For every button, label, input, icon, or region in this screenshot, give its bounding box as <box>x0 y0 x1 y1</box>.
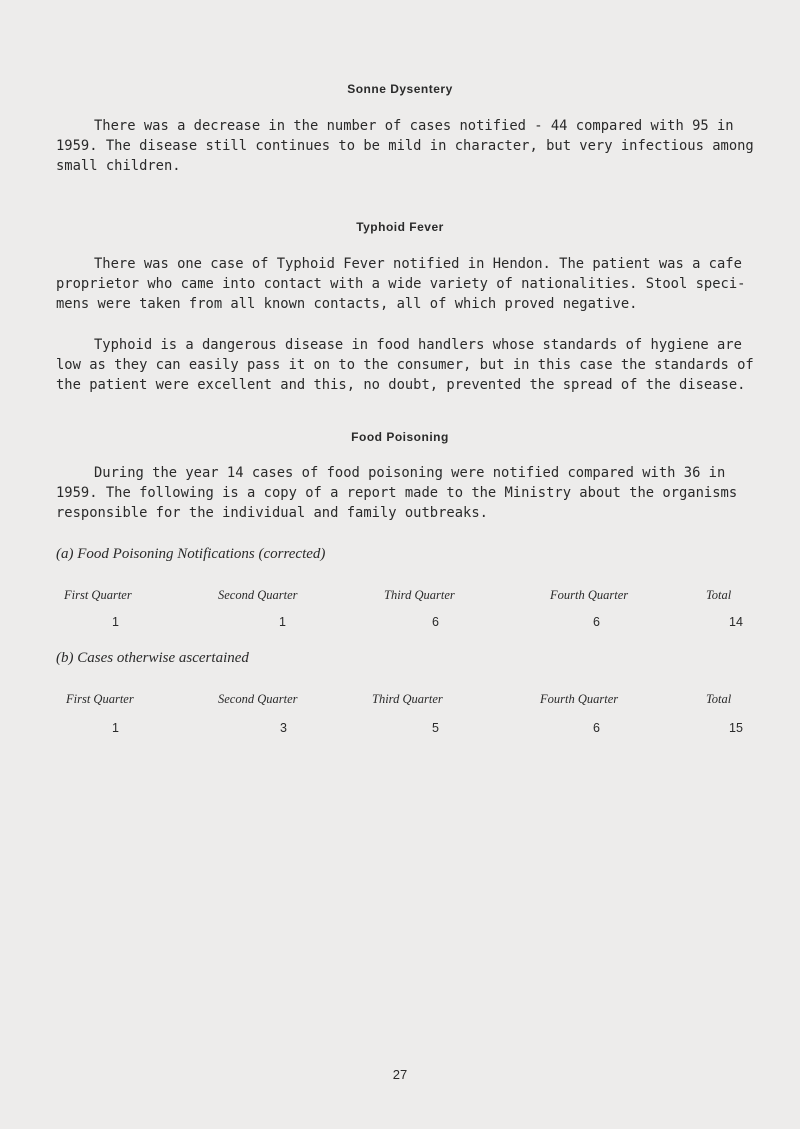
column-header: Fourth Quarter <box>540 692 619 706</box>
typhoid-paragraph-2 <box>56 335 761 395</box>
text-line: There was a decrease in the number of cases notified - 44 compared with 95 in <box>94 118 734 134</box>
table-cell: 14 <box>729 615 743 629</box>
text-line: low as they can easily pass it on to the consumer, but in this case the standards of <box>56 357 754 373</box>
text-line: There was one case of Typhoid Fever notified in Hendon. The patient was a cafe <box>94 256 742 272</box>
column-header: Second Quarter <box>218 588 298 602</box>
text-line: mens were taken from all known contacts, all of which proved negative. <box>56 296 638 312</box>
table-cell: 6 <box>432 615 439 629</box>
typhoid-paragraph-1 <box>56 254 761 314</box>
text-line: the patient were excellent and this, no doubt, prevented the spread of the disease. <box>56 377 746 393</box>
cases-values-row <box>56 721 746 739</box>
notifications-table-title: (a) Food Poisoning Notifications (corrected) <box>56 546 326 562</box>
cases-header-row <box>56 692 746 710</box>
sonne-dysentery-heading: Sonne Dysentery <box>347 82 453 96</box>
sonne-dysentery-paragraph <box>56 116 761 176</box>
column-header: First Quarter <box>64 588 132 602</box>
column-header: Total <box>706 692 732 706</box>
column-header: Total <box>706 588 732 602</box>
food-poisoning-heading: Food Poisoning <box>351 430 449 444</box>
text-line: 1959. The disease still continues to be mild in character, but very infectious among <box>56 138 754 154</box>
text-line: During the year 14 cases of food poisoning were notified compared with 36 in <box>94 465 726 481</box>
text-line: responsible for the individual and family outbreaks. <box>56 505 488 521</box>
text-line: proprietor who came into contact with a wide variety of nationalities. Stool speci- <box>56 276 746 292</box>
table-cell: 1 <box>112 615 119 629</box>
typhoid-fever-heading: Typhoid Fever <box>356 220 444 234</box>
food-poisoning-paragraph <box>56 463 761 523</box>
notifications-values-row <box>56 615 746 633</box>
text-line: Typhoid is a dangerous disease in food handlers whose standards of hygiene are <box>94 337 742 353</box>
column-header: Fourth Quarter <box>550 588 629 602</box>
table-cell: 15 <box>729 721 743 735</box>
column-header: Third Quarter <box>372 692 443 706</box>
page-number: 27 <box>392 1067 408 1082</box>
notifications-header-row <box>56 588 746 606</box>
table-cell: 6 <box>593 721 600 735</box>
text-line: 1959. The following is a copy of a report made to the Ministry about the organisms <box>56 485 738 501</box>
table-cell: 3 <box>280 721 287 735</box>
text-line: small children. <box>56 158 181 174</box>
cases-ascertained-table-title: (b) Cases otherwise ascertained <box>56 650 249 666</box>
column-header: First Quarter <box>66 692 134 706</box>
table-cell: 6 <box>593 615 600 629</box>
column-header: Third Quarter <box>384 588 455 602</box>
table-cell: 5 <box>432 721 439 735</box>
table-cell: 1 <box>279 615 286 629</box>
column-header: Second Quarter <box>218 692 298 706</box>
table-cell: 1 <box>112 721 119 735</box>
